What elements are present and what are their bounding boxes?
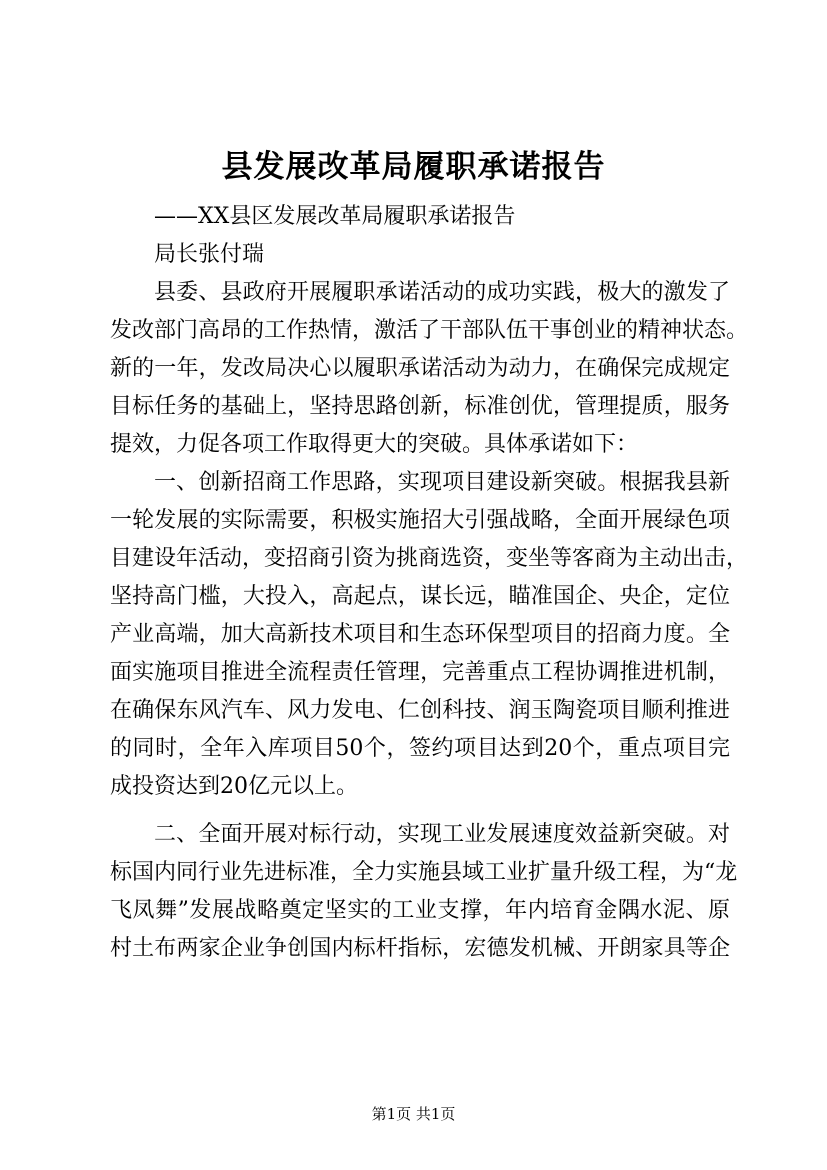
document-body <box>110 198 749 968</box>
paragraph-line: 一、创新招商工作思路，实现项目建设新突破。根据我县新 <box>154 470 730 495</box>
paragraph-line: 县委、县政府开展履职承诺活动的成功实践，极大的激发了 <box>154 280 730 305</box>
paragraph-line: 标国内同行业先进标准，全力实施县域工业扩量升级工程，为“龙 <box>110 860 738 885</box>
paragraph-line: 提效，力促各项工作取得更大的突破。具体承诺如下： <box>110 432 639 457</box>
paragraph-line: 坚持高门槛，大投入，高起点，谋长远，瞄准国企、央企，定位 <box>110 584 730 609</box>
paragraph-line: 村土布两家企业争创国内标杆指标，宏德发机械、开朗家具等企 <box>110 936 730 961</box>
paragraph-line: 一轮发展的实际需要，积极实施招大引强战略，全面开展绿色项 <box>110 508 730 533</box>
paragraph-line: 的同时，全年入库项目50个，签约项目达到20个，重点项目完 <box>110 736 730 761</box>
paragraph-line: 在确保东风汽车、风力发电、仁创科技、润玉陶瓷项目顺利推进 <box>110 698 730 723</box>
paragraph-gap <box>110 806 730 816</box>
subtitle-line: ——XX县区发展改革局履职承诺报告 <box>154 204 516 229</box>
paragraph-line: 飞凤舞”发展战略奠定坚实的工业支撑，年内培育金隅水泥、原 <box>110 898 730 923</box>
paragraph-line: 面实施项目推进全流程责任管理，完善重点工程协调推进机制， <box>110 660 730 685</box>
author-line: 局长张付瑞 <box>154 242 265 267</box>
paragraph-line: 目建设年活动，变招商引资为挑商选资，变坐等客商为主动出击， <box>110 546 749 571</box>
document-title: 县发展改革局履职承诺报告 <box>221 149 606 185</box>
paragraph-line: 成投资达到20亿元以上。 <box>110 774 358 799</box>
paragraph-line: 目标任务的基础上，坚持思路创新，标准创优，管理提质，服务 <box>110 394 730 419</box>
paragraph-line: 发改部门高昂的工作热情，激活了干部队伍干事创业的精神状态。 <box>110 318 749 343</box>
paragraph-line: 二、全面开展对标行动，实现工业发展速度效益新突破。对 <box>154 822 730 847</box>
page-number-footer: 第1页 共1页 <box>371 1105 456 1123</box>
paragraph-line: 新的一年，发改局决心以履职承诺活动为动力，在确保完成规定 <box>110 356 730 381</box>
paragraph-line: 产业高端，加大高新技术项目和生态环保型项目的招商力度。全 <box>110 622 730 647</box>
